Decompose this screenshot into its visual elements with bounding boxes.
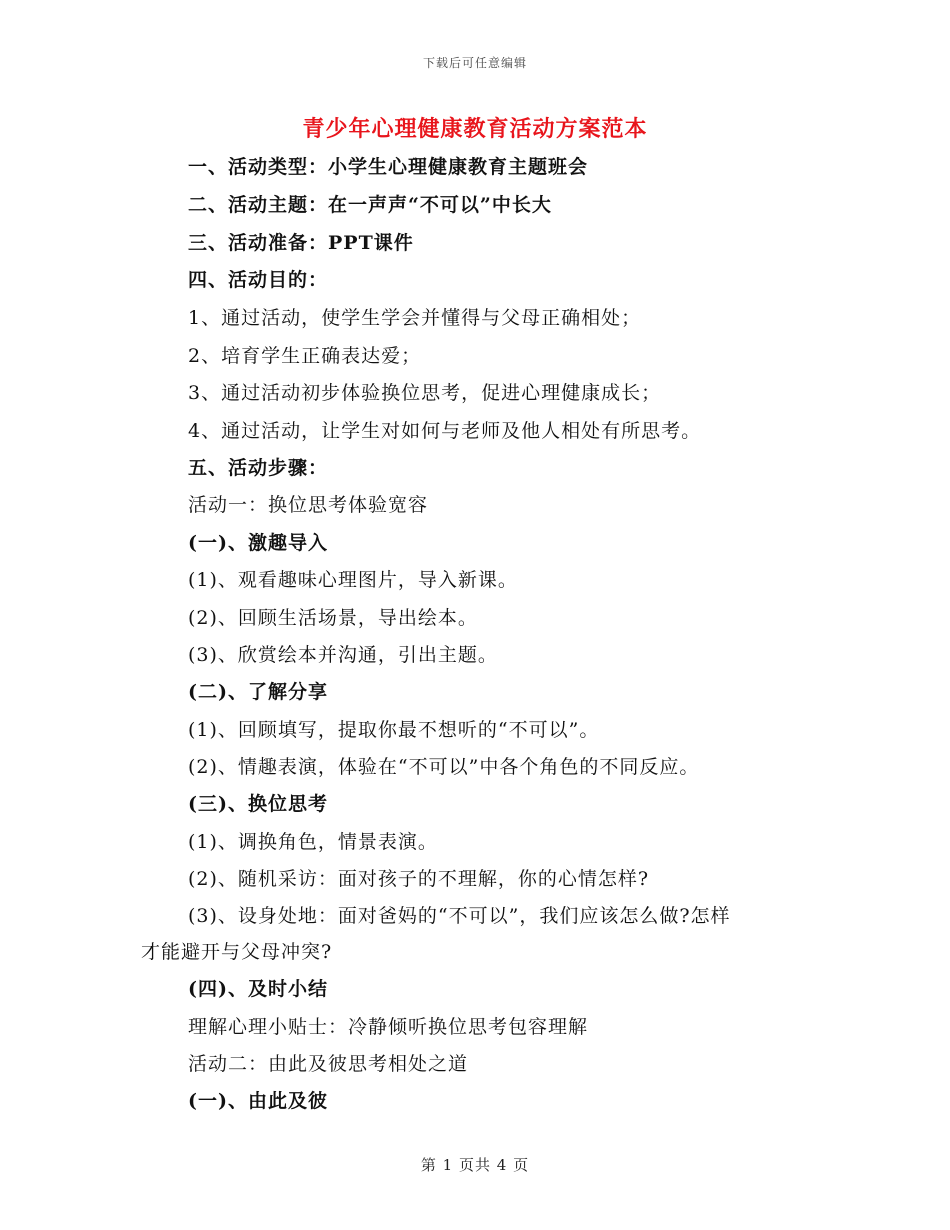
section-activity-goals: 四、活动目的： [188,269,329,291]
section-activity-theme: 二、活动主题：在一声声“不可以”中长大 [188,194,552,216]
activity-heading: 活动二：由此及彼思考相处之道 [188,1053,469,1075]
step-item: (1)、回顾填写，提取你最不想听的“不可以”。 [188,719,600,741]
section-activity-type: 一、活动类型：小学生心理健康教育主题班会 [188,156,589,178]
activity-heading: 活动一：换位思考体验宽容 [188,494,429,516]
goal-item: 2、培育学生正确表达爱； [188,345,422,367]
header-note: 下载后可任意编辑 [422,56,527,70]
step-item: (3)、欣赏绘本并沟通，引出主题。 [188,644,498,666]
goal-item: 3、通过活动初步体验换位思考，促进心理健康成长； [188,382,662,404]
subsection-heading: (一)、激趣导入 [188,532,328,554]
step-item: (2)、回顾生活场景，导出绘本。 [188,607,478,629]
document-title: 青少年心理健康教育活动方案范本 [302,116,648,142]
step-item: (1)、观看趣味心理图片，导入新课。 [188,569,518,591]
subsection-heading: (二)、了解分享 [188,681,328,703]
subsection-heading: (一)、由此及彼 [188,1090,328,1112]
step-item-continuation: 才能避开与父母冲突? [141,941,333,963]
page-footer: 第 1 页共 4 页 [420,1156,530,1174]
step-item: (2)、随机采访：面对孩子的不理解，你的心情怎样? [188,868,650,890]
step-item: (2)、情趣表演，体验在“不可以”中各个角色的不同反应。 [188,756,700,778]
goal-item: 4、通过活动，让学生对如何与老师及他人相处有所思考。 [188,420,702,442]
step-item: (3)、设身处地：面对爸妈的“不可以”，我们应该怎么做?怎样 [188,905,731,927]
goal-item: 1、通过活动，使学生学会并懂得与父母正确相处； [188,307,642,329]
section-activity-steps: 五、活动步骤： [188,457,329,479]
section-activity-prep: 三、活动准备：PPT课件 [188,232,414,254]
step-item: (1)、调换角色，情景表演。 [188,831,438,853]
subsection-heading: (三)、换位思考 [188,793,328,815]
subsection-heading: (四)、及时小结 [188,978,328,1000]
tip-line: 理解心理小贴士：冷静倾听换位思考包容理解 [188,1016,589,1038]
